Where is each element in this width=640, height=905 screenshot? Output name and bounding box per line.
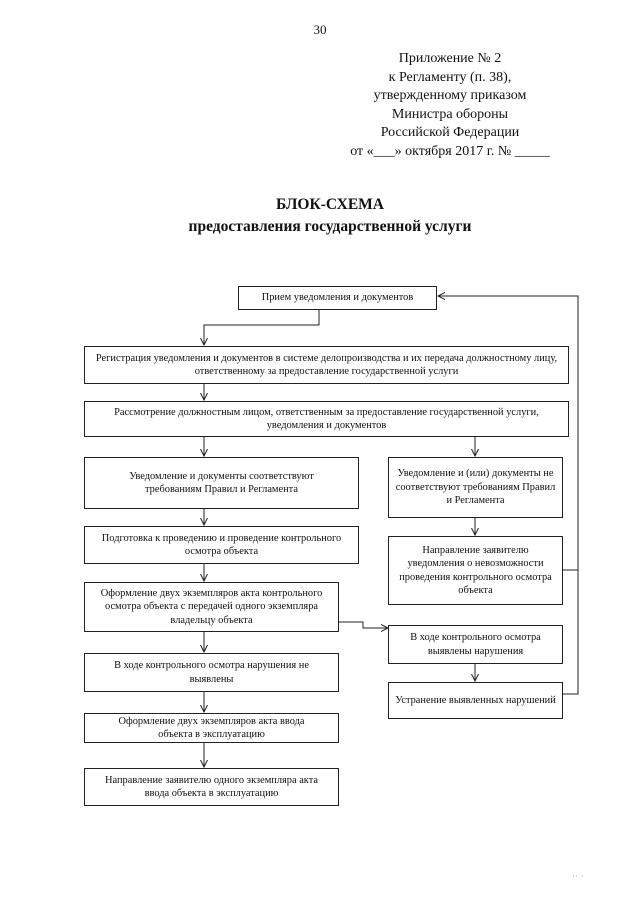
page-number: 30 bbox=[313, 22, 327, 37]
connector-inspection-act-to-violations bbox=[339, 622, 388, 628]
connector-reception-to-registration bbox=[204, 310, 319, 345]
box-no-violations: В ходе контрольного осмотра нарушения не выявлены bbox=[84, 653, 339, 692]
title-line-2: предоставления государственной услуги bbox=[188, 218, 472, 235]
box-notify-impossible: Направление заявителю уведомления о невозможности проведения контрольного осмотра объекта bbox=[388, 536, 563, 605]
box-send-act: Направление заявителю одного экземпляра акта ввода объекта в эксплуатацию bbox=[84, 768, 339, 806]
box-preparation: Подготовка к проведению и проведение контрольного осмотра объекта bbox=[84, 526, 359, 564]
appendix-line: к Регламенту (п. 38), bbox=[388, 69, 512, 85]
box-inspection-act: Оформление двух экземпляров акта контрольного осмотра объекта с передачей одного экземпляра владельцу объекта bbox=[84, 582, 339, 632]
box-registration: Регистрация уведомления и документов в системе делопроизводства и их передача должностному лицу, ответственному за предоставление государственной услуги bbox=[84, 346, 569, 384]
appendix-line: от «___» октября 2017 г. № _____ bbox=[350, 143, 550, 159]
box-violations-found: В ходе контрольного осмотра выявлены нарушения bbox=[388, 625, 563, 664]
appendix-line: Министра обороны bbox=[391, 106, 509, 122]
box-commissioning-act: Оформление двух экземпляров акта ввода объекта в эксплуатацию bbox=[84, 713, 339, 743]
box-review: Рассмотрение должностным лицом, ответственным за предоставление государственной услуги, уведомления и документов bbox=[84, 401, 569, 437]
box-noncompliant: Уведомление и (или) документы не соответствуют требованиям Правил и Регламента bbox=[388, 457, 563, 518]
box-reception: Прием уведомления и документов bbox=[238, 286, 437, 310]
box-compliant: Уведомление и документы соответствуют требованиям Правил и Регламента bbox=[84, 457, 359, 509]
appendix-line: утвержденному приказом bbox=[373, 88, 527, 103]
title-line-1: БЛОК-СХЕМА bbox=[275, 196, 384, 213]
appendix-line: Российской Федерации bbox=[380, 125, 520, 140]
appendix-line: Приложение № 2 bbox=[398, 51, 502, 66]
scan-mark: ·· · bbox=[572, 872, 584, 882]
box-fix-violations: Устранение выявленных нарушений bbox=[388, 682, 563, 719]
